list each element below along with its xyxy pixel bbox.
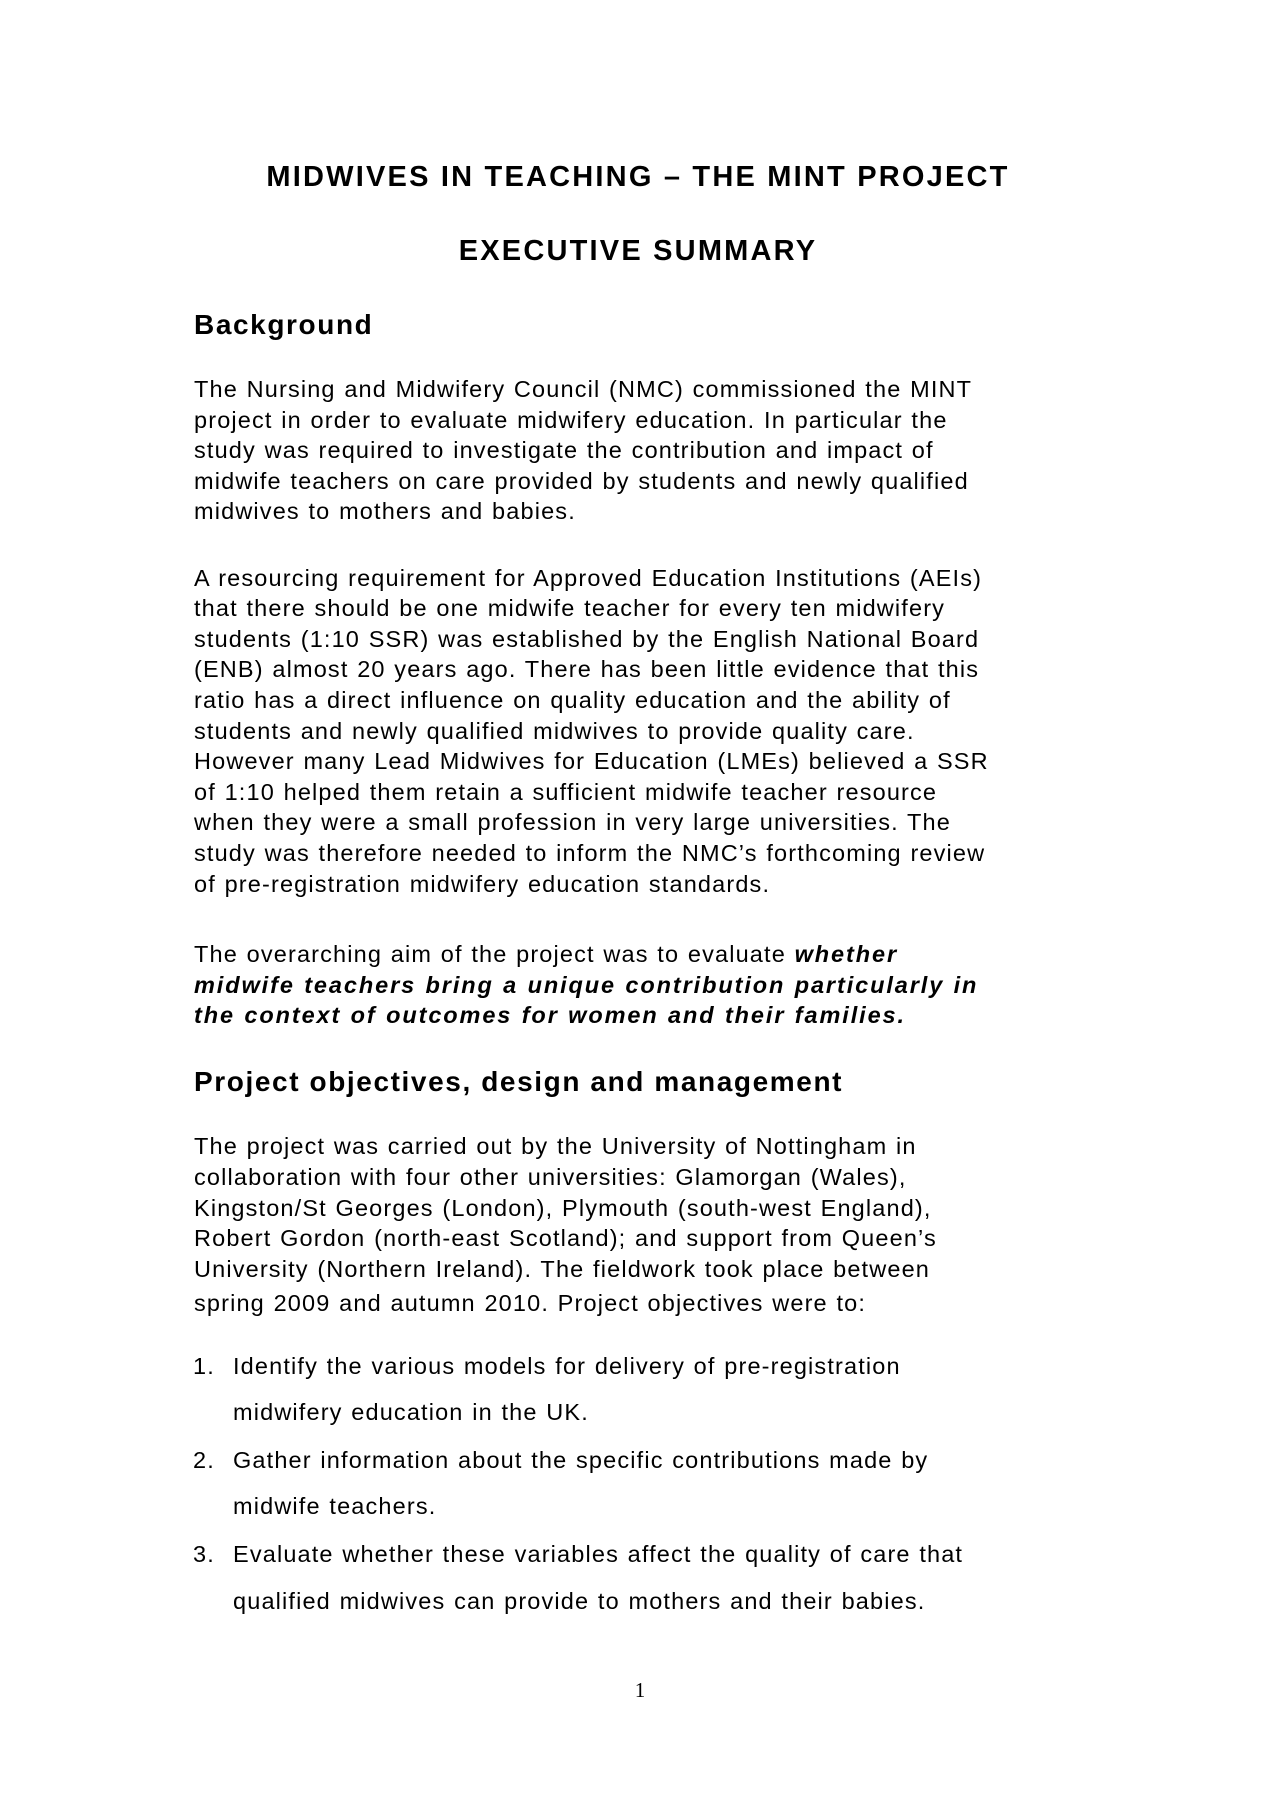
text-line: (ENB) almost 20 years ago. There has been little evidence that this [194,656,980,682]
list-text-line: midwife teachers. [233,1493,437,1519]
text-line: ratio has a direct influence on quality education and the ability of [194,687,951,713]
text-line: students (1:10 SSR) was established by the English National Board [194,626,980,652]
text-line: spring 2009 and autumn 2010. Project objectives were to: [194,1290,867,1316]
section-heading-background: Background [194,309,374,340]
list-text-line: qualified midwives can provide to mothers and their babies. [233,1588,926,1614]
text-line: collaboration with four other universities: Glamorgan (Wales), [194,1164,907,1190]
list-text-line: Evaluate whether these variables affect the quality of care that [233,1541,964,1567]
list-number: 1. [193,1353,215,1379]
aim-emphasis-text: whether [794,941,899,967]
list-number: 2. [193,1447,215,1473]
text-line: University (Northern Ireland). The fieldwork took place between [194,1256,931,1282]
text-line: midwife teachers on care provided by students and newly qualified [194,468,969,494]
text-line: Robert Gordon (north-east Scotland); and support from Queen’s [194,1225,937,1251]
text-line: project in order to evaluate midwifery education. In particular the [194,407,948,433]
text-line: A resourcing requirement for Approved Education Institutions (AEIs) [194,565,983,591]
section-heading-project-objectives: Project objectives, design and management [194,1066,844,1097]
text-line [194,943,898,967]
text-line: that there should be one midwife teacher for every ten midwifery [194,595,946,621]
text-line: However many Lead Midwives for Education (LMEs) believed a SSR [194,748,989,774]
document-title: MIDWIVES IN TEACHING – THE MINT PROJECT [266,161,1010,193]
text-line: midwives to mothers and babies. [194,498,576,524]
text-line: study was required to investigate the contribution and impact of [194,437,934,463]
text-line: The Nursing and Midwifery Council (NMC) commissioned the MINT [194,376,973,402]
aim-emphasis-line: midwife teachers bring a unique contribution particularly in [194,972,979,998]
text-line: students and newly qualified midwives to provide quality care. [194,718,915,744]
aim-emphasis-line: the context of outcomes for women and their families. [194,1002,906,1028]
list-text-line: Gather information about the specific contributions made by [233,1447,929,1473]
text-line: of pre-registration midwifery education standards. [194,871,771,897]
aim-intro-text: The overarching aim of the project was to evaluate [194,941,795,967]
text-line: when they were a small profession in very large universities. The [194,809,951,835]
list-text-line: Identify the various models for delivery of pre-registration [233,1353,901,1379]
list-text-line: midwifery education in the UK. [233,1399,589,1425]
list-number: 3. [193,1541,215,1567]
page-number: 1 [634,1678,646,1702]
text-line: of 1:10 helped them retain a sufficient midwife teacher resource [194,779,938,805]
text-line: study was therefore needed to inform the NMC’s forthcoming review [194,840,986,866]
text-line: Kingston/St Georges (London), Plymouth (south-west England), [194,1195,932,1221]
document-subtitle: EXECUTIVE SUMMARY [458,235,818,267]
text-line: The project was carried out by the University of Nottingham in [194,1133,917,1159]
